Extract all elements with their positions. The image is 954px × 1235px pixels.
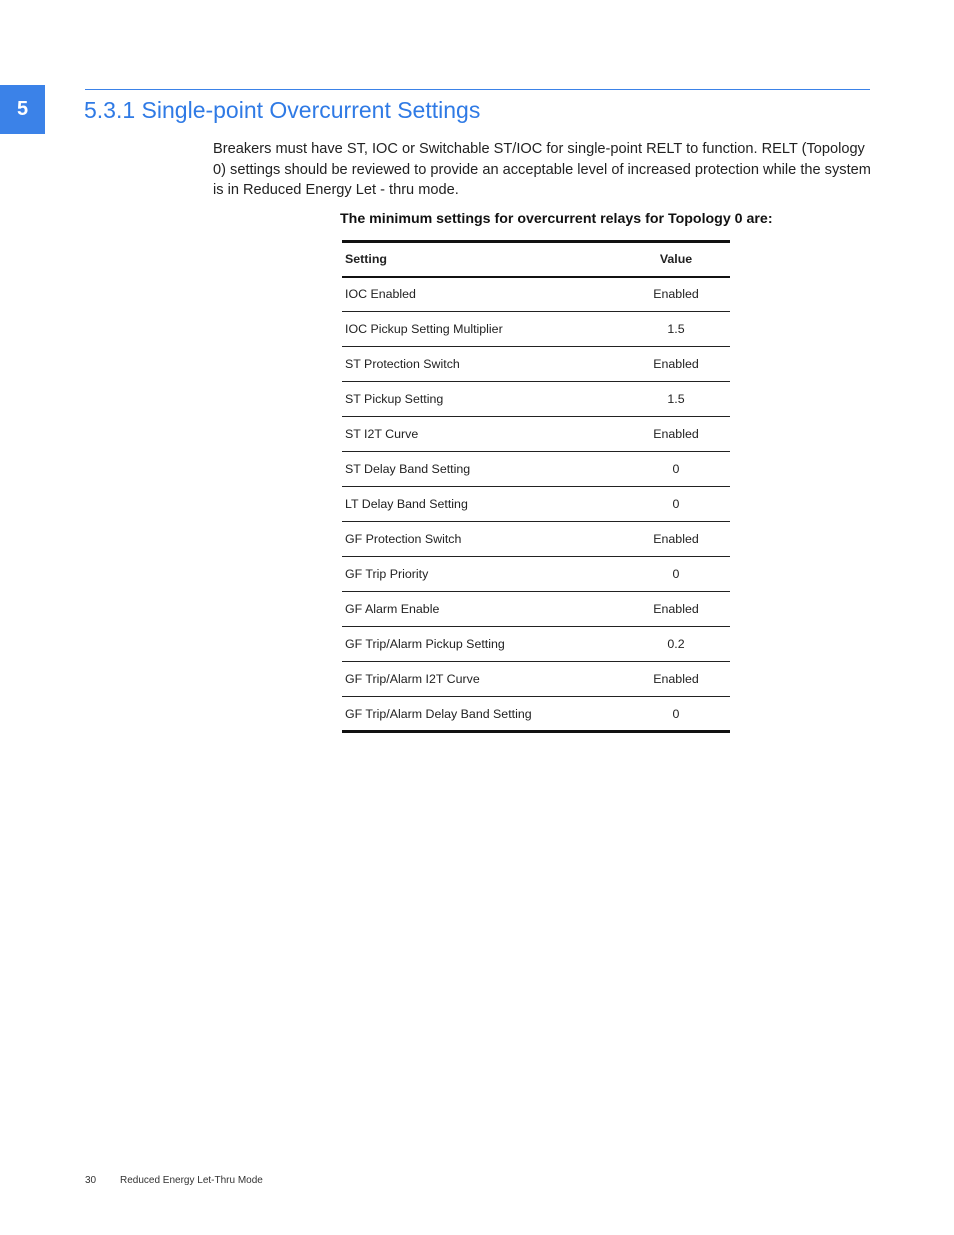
setting-cell: GF Alarm Enable [342, 592, 622, 627]
page-number: 30 [85, 1175, 97, 1186]
column-header-setting: Setting [342, 242, 622, 277]
table-row [342, 417, 730, 452]
setting-cell: ST Pickup Setting [342, 382, 622, 417]
setting-cell: ST I2T Curve [342, 417, 622, 452]
table-row [342, 697, 730, 732]
value-cell: 0.2 [622, 627, 730, 662]
table-caption: The minimum settings for overcurrent relays for Topology 0 are: [340, 211, 773, 227]
table-header-row [342, 242, 730, 277]
value-cell: 0 [622, 487, 730, 522]
table-row [342, 592, 730, 627]
value-cell: Enabled [622, 662, 730, 697]
settings-table [342, 240, 730, 733]
setting-cell: ST Protection Switch [342, 347, 622, 382]
setting-cell: IOC Pickup Setting Multiplier [342, 312, 622, 347]
value-cell: 0 [622, 452, 730, 487]
setting-cell: GF Trip Priority [342, 557, 622, 592]
header-rule [85, 89, 870, 90]
value-cell: 1.5 [622, 312, 730, 347]
value-cell: Enabled [622, 522, 730, 557]
table-row [342, 277, 730, 312]
chapter-tab: 5 [0, 85, 45, 134]
body-paragraph: Breakers must have ST, IOC or Switchable ST/IOC for single-point RELT to function. RELT (Topology 0) settings should be reviewed to provide an acceptable level of increased protection while the system is in Reduced Energy Let - thru mode. [213, 141, 871, 199]
setting-cell: ST Delay Band Setting [342, 452, 622, 487]
setting-cell: GF Trip/Alarm I2T Curve [342, 662, 622, 697]
value-cell: 0 [672, 706, 680, 721]
footer-title: Reduced Energy Let-Thru Mode [120, 1175, 263, 1186]
setting-cell: GF Protection Switch [342, 522, 622, 557]
table-row [342, 662, 730, 697]
setting-cell: GF Trip/Alarm Delay Band Setting [345, 706, 532, 721]
table-row [342, 382, 730, 417]
table-row [342, 522, 730, 557]
table-row [342, 627, 730, 662]
setting-cell: LT Delay Band Setting [342, 487, 622, 522]
table-row [342, 347, 730, 382]
value-cell: Enabled [622, 417, 730, 452]
section-title: 5.3.1 Single-point Overcurrent Settings [84, 97, 481, 123]
setting-cell: IOC Enabled [342, 277, 622, 312]
table-row [342, 312, 730, 347]
value-cell: Enabled [622, 592, 730, 627]
value-cell: Enabled [622, 277, 730, 312]
table-row [342, 452, 730, 487]
setting-cell: GF Trip/Alarm Pickup Setting [342, 627, 622, 662]
value-cell: 1.5 [622, 382, 730, 417]
value-cell: 0 [622, 557, 730, 592]
table-row [342, 557, 730, 592]
table-row [342, 487, 730, 522]
value-cell: Enabled [622, 347, 730, 382]
column-header-value: Value [622, 242, 730, 277]
